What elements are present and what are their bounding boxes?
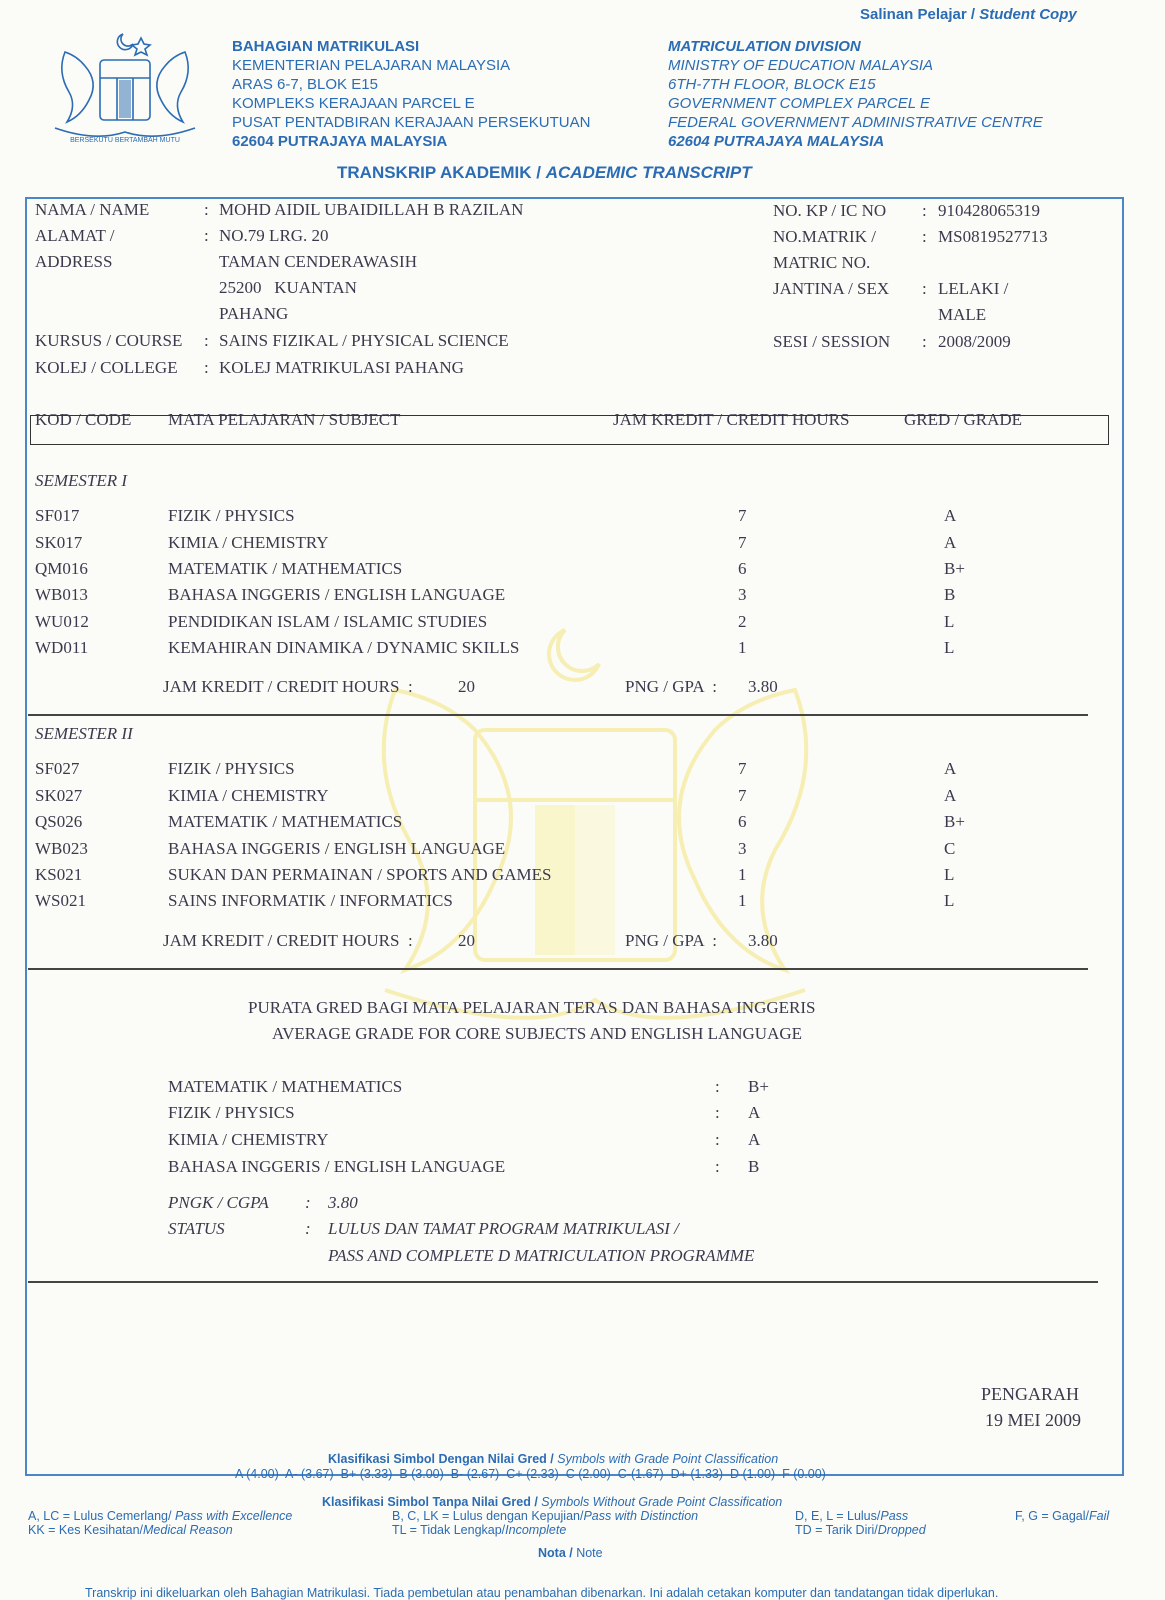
semester-credit-total: 20	[458, 677, 475, 696]
colon: :	[715, 1130, 720, 1149]
course-value: SAINS FIZIKAL / PHYSICAL SCIENCE	[219, 331, 509, 350]
legend-item-ms: TD = Tarik Diri/	[795, 1523, 878, 1537]
semester-title: SEMESTER II	[35, 724, 133, 743]
header-left-line: KOMPLEKS KERAJAAN PARCEL E	[232, 95, 475, 112]
matric-label: NO.MATRIK /	[773, 227, 876, 246]
header-right-line: FEDERAL GOVERNMENT ADMINISTRATIVE CENTRE	[668, 114, 1043, 131]
course-credit: 3	[738, 839, 747, 858]
legend-item	[28, 1509, 292, 1523]
course-label: KURSUS / COURSE	[35, 331, 183, 350]
colon: :	[305, 1219, 311, 1238]
document-title-en: ACADEMIC TRANSCRIPT	[545, 163, 752, 182]
note-title-ms: Nota /	[538, 1546, 577, 1560]
legend-item	[392, 1509, 698, 1523]
colon: :	[922, 332, 927, 351]
legend-item-en: Pass with Distinction	[583, 1509, 699, 1523]
column-subject: MATA PELAJARAN / SUBJECT	[168, 410, 401, 429]
legend-item	[795, 1509, 908, 1523]
average-subject: FIZIK / PHYSICS	[168, 1103, 295, 1122]
semester-title: SEMESTER I	[35, 471, 128, 490]
header-right-line: GOVERNMENT COMPLEX PARCEL E	[668, 95, 931, 112]
divider	[28, 714, 1088, 716]
student-copy-label	[860, 6, 1077, 23]
college-value: KOLEJ MATRIKULASI PAHANG	[219, 358, 464, 377]
document-title	[337, 163, 752, 183]
header-left-line: BAHAGIAN MATRIKULASI	[232, 38, 420, 55]
header-right-line: MINISTRY OF EDUCATION MALAYSIA	[668, 57, 934, 74]
legend-graded-values: A (4.00) A- (3.67) B+ (3.33) B (3.00) B- (2.67) C+ (2.33) C (2.00) C-(1.67) D+ (1.33) D (1.00) F (0.00)	[235, 1467, 826, 1481]
copy-label-en: Student Copy	[979, 6, 1077, 23]
course-code: SK027	[35, 786, 83, 805]
colon: :	[715, 1157, 720, 1176]
legend-item-ms: A, LC = Lulus Cemerlang/	[28, 1509, 175, 1523]
colon: :	[204, 358, 209, 377]
semester-gpa: 3.80	[748, 931, 778, 950]
semester-gpa: 3.80	[748, 677, 778, 696]
address-label: ADDRESS	[35, 252, 113, 271]
colon: :	[204, 200, 209, 219]
colon: :	[204, 226, 209, 245]
semester-gpa-label: PNG / GPA :	[625, 677, 717, 696]
course-subject: MATEMATIK / MATHEMATICS	[168, 812, 403, 831]
course-grade: A	[944, 759, 957, 778]
signatory-title: PENGARAH	[981, 1384, 1080, 1404]
legend-item	[795, 1523, 926, 1537]
course-subject: KIMIA / CHEMISTRY	[168, 786, 329, 805]
course-subject: SUKAN DAN PERMAINAN / SPORTS AND GAMES	[168, 865, 552, 884]
course-code: QS026	[35, 812, 83, 831]
legend-item	[1015, 1509, 1109, 1523]
status-label: STATUS	[168, 1219, 225, 1238]
colon: :	[922, 201, 927, 220]
course-credit: 7	[738, 759, 747, 778]
course-subject: PENDIDIKAN ISLAM / ISLAMIC STUDIES	[168, 612, 488, 631]
name-label: NAMA / NAME	[35, 200, 150, 219]
course-subject: BAHASA INGGERIS / ENGLISH LANGUAGE	[168, 585, 506, 604]
average-title-en: AVERAGE GRADE FOR CORE SUBJECTS AND ENGLISH LANGUAGE	[272, 1024, 803, 1043]
course-code: QM016	[35, 559, 88, 578]
semester-credit-total: 20	[458, 931, 475, 950]
legend-graded-title	[328, 1452, 778, 1466]
matric-value: MS0819527713	[938, 227, 1048, 246]
course-code: SK017	[35, 533, 83, 552]
cgpa-label: PNGK / CGPA	[168, 1193, 269, 1212]
address-label: ALAMAT /	[35, 226, 115, 245]
legend-item	[28, 1523, 233, 1537]
student-name: MOHD AIDIL UBAIDILLAH B RAZILAN	[219, 200, 524, 219]
legend-item-en: Dropped	[877, 1523, 926, 1537]
colon: :	[305, 1193, 311, 1212]
session-label: SESI / SESSION	[773, 332, 891, 351]
course-code: WU012	[35, 612, 89, 631]
header-right-line: MATRICULATION DIVISION	[668, 38, 861, 55]
course-subject: FIZIK / PHYSICS	[168, 506, 295, 525]
course-subject: FIZIK / PHYSICS	[168, 759, 295, 778]
course-credit: 7	[738, 533, 747, 552]
semester-credit-label: JAM KREDIT / CREDIT HOURS :	[163, 677, 413, 696]
legend-item-ms: TL = Tidak Lengkap/	[392, 1523, 506, 1537]
legend-item-en: Incomplete	[505, 1523, 567, 1537]
legend-item-ms: KK = Kes Kesihatan/	[28, 1523, 144, 1537]
course-grade: L	[944, 891, 955, 910]
semester-credit-label: JAM KREDIT / CREDIT HOURS :	[163, 931, 413, 950]
course-credit: 6	[738, 559, 747, 578]
legend-graded-title-ms: Klasifikasi Simbol Dengan Nilai Gred /	[328, 1452, 558, 1466]
colon: :	[922, 279, 927, 298]
course-credit: 6	[738, 812, 747, 831]
course-credit: 7	[738, 786, 747, 805]
course-subject: BAHASA INGGERIS / ENGLISH LANGUAGE	[168, 839, 506, 858]
course-credit: 1	[738, 638, 747, 657]
average-title-ms: PURATA GRED BAGI MATA PELAJARAN TERAS DAN BAHASA INGGERIS	[248, 998, 816, 1017]
course-credit: 3	[738, 585, 747, 604]
column-code: KOD / CODE	[35, 410, 132, 429]
course-code: WD011	[35, 638, 89, 657]
address-line: 25200 KUANTAN	[219, 278, 357, 297]
header-right-line: 6TH-7TH FLOOR, BLOCK E15	[668, 76, 876, 93]
course-code: WS021	[35, 891, 86, 910]
copy-label-ms: Salinan Pelajar /	[860, 6, 980, 23]
header-left-line: 62604 PUTRAJAYA MALAYSIA	[232, 133, 448, 150]
ic-value: 910428065319	[938, 201, 1040, 220]
colon: :	[922, 227, 927, 246]
course-grade: A	[944, 786, 957, 805]
document-title-ms: TRANSKRIP AKADEMIK /	[337, 163, 546, 182]
legend-ungraded-title-en: Symbols Without Grade Point Classification	[541, 1495, 783, 1509]
legend-item-ms: D, E, L = Lulus/	[795, 1509, 881, 1523]
divider	[28, 968, 1088, 970]
legend-ungraded-title	[322, 1495, 782, 1509]
note-text: Transkrip ini dikeluarkan oleh Bahagian Matrikulasi. Tiada pembetulan atau penambahan dibenarkan. Ini adalah cetakan komputer dan tandatangan tidak diperlukan.	[85, 1586, 999, 1600]
average-subject: KIMIA / CHEMISTRY	[168, 1130, 329, 1149]
coat-of-arms-logo	[45, 30, 205, 145]
course-credit: 2	[738, 612, 747, 631]
colon: :	[715, 1077, 720, 1096]
legend-item-en: Pass with Excellence	[174, 1509, 293, 1523]
course-grade: B+	[944, 812, 965, 831]
average-subject: MATEMATIK / MATHEMATICS	[168, 1077, 403, 1096]
course-subject: SAINS INFORMATIK / INFORMATICS	[168, 891, 453, 910]
college-label: KOLEJ / COLLEGE	[35, 358, 178, 377]
sex-value: MALE	[938, 305, 987, 324]
course-grade: B+	[944, 559, 965, 578]
course-subject: KIMIA / CHEMISTRY	[168, 533, 329, 552]
header-left-block	[232, 37, 590, 151]
course-grade: L	[944, 865, 955, 884]
ic-label: NO. KP / IC NO	[773, 201, 887, 220]
course-credit: 1	[738, 891, 747, 910]
course-grade: C	[944, 839, 956, 858]
header-left-line: PUSAT PENTADBIRAN KERAJAAN PERSEKUTUAN	[232, 114, 591, 131]
course-grade: A	[944, 533, 957, 552]
sex-value: LELAKI /	[938, 279, 1009, 298]
semester-gpa-label: PNG / GPA :	[625, 931, 717, 950]
note-title	[538, 1546, 603, 1560]
course-code: WB013	[35, 585, 88, 604]
colon: :	[204, 331, 209, 350]
course-grade: L	[944, 612, 955, 631]
address-line: NO.79 LRG. 20	[219, 226, 329, 245]
address-line: PAHANG	[219, 304, 289, 323]
sex-label: JANTINA / SEX	[773, 279, 890, 298]
legend-item-en: Pass	[880, 1509, 909, 1523]
status-value: LULUS DAN TAMAT PROGRAM MATRIKULASI /	[328, 1219, 679, 1238]
address-line: TAMAN CENDERAWASIH	[219, 252, 417, 271]
course-grade: A	[944, 506, 957, 525]
legend-item-en: Medical Reason	[143, 1523, 233, 1537]
legend-item	[392, 1523, 566, 1537]
signature-date: 19 MEI 2009	[985, 1410, 1081, 1430]
course-subject: KEMAHIRAN DINAMIKA / DYNAMIC SKILLS	[168, 638, 520, 657]
legend-item-en: Fail	[1089, 1509, 1110, 1523]
average-subject: BAHASA INGGERIS / ENGLISH LANGUAGE	[168, 1157, 506, 1176]
column-credit: JAM KREDIT / CREDIT HOURS	[613, 410, 850, 429]
course-code: WB023	[35, 839, 88, 858]
status-value: PASS AND COMPLETE D MATRICULATION PROGRAMME	[328, 1246, 755, 1265]
average-grade: B	[748, 1157, 760, 1176]
header-right-line: 62604 PUTRAJAYA MALAYSIA	[668, 133, 885, 150]
course-subject: MATEMATIK / MATHEMATICS	[168, 559, 403, 578]
note-title-en: Note	[576, 1546, 603, 1560]
header-left-line: ARAS 6-7, BLOK E15	[232, 76, 378, 93]
average-grade: B+	[748, 1077, 769, 1096]
legend-graded-title-en: Symbols with Grade Point Classification	[557, 1452, 779, 1466]
legend-item-ms: B, C, LK = Lulus dengan Kepujian/	[392, 1509, 584, 1523]
crest-watermark	[355, 610, 835, 1030]
header-left-line: KEMENTERIAN PELAJARAN MALAYSIA	[232, 57, 511, 74]
course-code: KS021	[35, 865, 83, 884]
legend-item-ms: F, G = Gagal/	[1015, 1509, 1089, 1523]
course-code: SF027	[35, 759, 80, 778]
course-credit: 1	[738, 865, 747, 884]
average-grade: A	[748, 1130, 761, 1149]
header-right-block	[668, 37, 1043, 151]
cgpa-value: 3.80	[328, 1193, 358, 1212]
average-grade: A	[748, 1103, 761, 1122]
colon: :	[715, 1103, 720, 1122]
course-code: SF017	[35, 506, 80, 525]
course-grade: L	[944, 638, 955, 657]
course-grade: B	[944, 585, 956, 604]
legend-ungraded-title-ms: Klasifikasi Simbol Tanpa Nilai Gred /	[322, 1495, 542, 1509]
column-grade: GRED / GRADE	[904, 410, 1023, 429]
session-value: 2008/2009	[938, 332, 1011, 351]
divider	[28, 1281, 1098, 1283]
course-credit: 7	[738, 506, 747, 525]
crest-motto: BERSEKUTU BERTAMBAH MUTU	[70, 137, 180, 144]
matric-label: MATRIC NO.	[773, 253, 871, 272]
